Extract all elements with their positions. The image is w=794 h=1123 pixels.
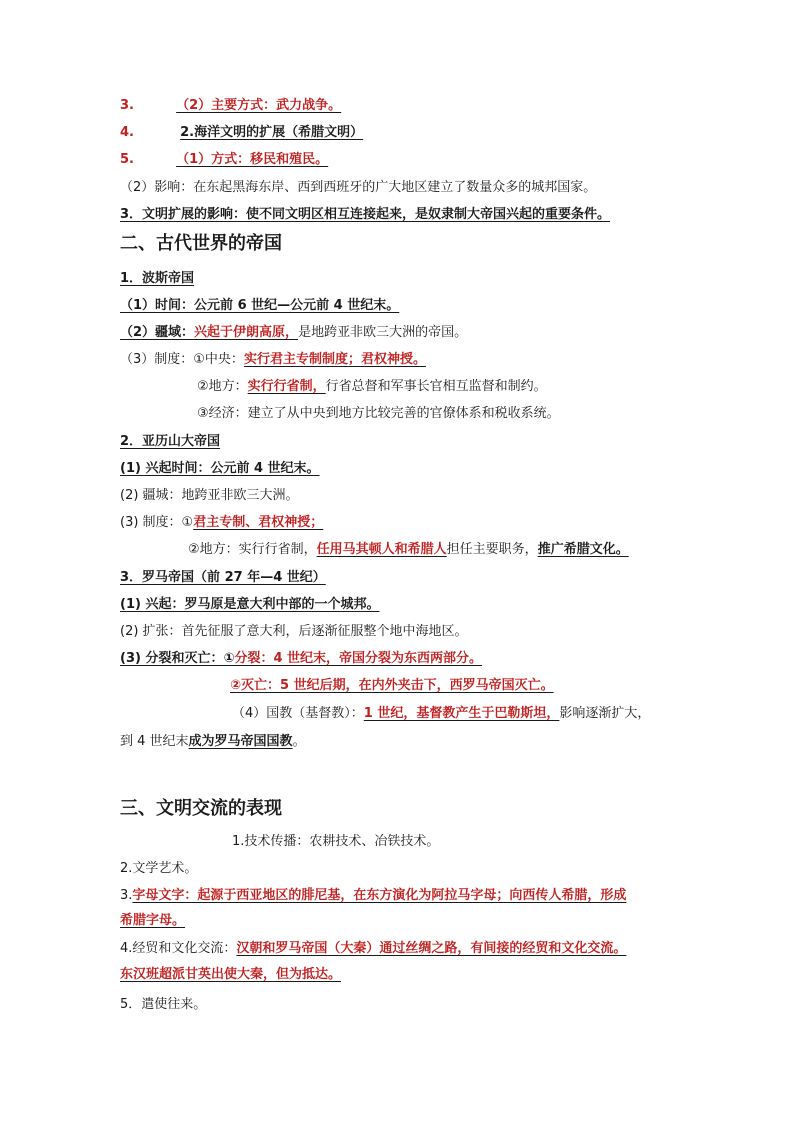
persia-system-red: 实行君主专制制度；君权神授。 — [243, 352, 426, 367]
exchange-item-2: 2.文学艺术。 — [120, 861, 198, 876]
persia-title: 1．波斯帝国 — [120, 271, 195, 286]
exchange-item-3-cont: 希腊字母。 — [120, 913, 186, 928]
rome-religion-line2-c: 。 — [292, 734, 306, 749]
rome-religion-line2 — [120, 733, 306, 751]
exchange-item-3-num: 3. — [120, 888, 133, 903]
section-heading-exchange: 三、文明交流的表现 — [120, 798, 282, 819]
list-line-3 — [120, 97, 341, 115]
rome-religion-line2-a: 到 4 世纪末 — [120, 734, 189, 749]
alexander-local-mid: 担任主要职务， — [446, 542, 538, 557]
alexander-local-end: 推广希腊文化。 — [537, 542, 629, 557]
rome-split-red: 分裂：4 世纪末，帝国分裂为东西两部分。 — [234, 651, 483, 666]
list-line-4 — [120, 124, 363, 142]
rome-religion — [232, 705, 650, 723]
rome-split — [120, 650, 482, 668]
exchange-item-3 — [120, 887, 626, 905]
alexander-system-label: (3) 制度：① — [120, 515, 194, 530]
sea-civilization-heading: 2.海洋文明的扩展（希腊文明） — [180, 125, 364, 140]
sea-method-text: （1）方式：移民和殖民。 — [176, 152, 329, 167]
persia-local-label: ②地方： — [197, 379, 248, 394]
persia-local-rest: 行省总督和军事长官相互监督和制约。 — [325, 379, 547, 394]
rome-rise: (1) 兴起：罗马原是意大利中部的一个城邦。 — [120, 597, 380, 612]
rome-title: 3．罗马帝国（前 27 年—4 世纪） — [120, 570, 326, 585]
rome-fall: ②灭亡：5 世纪后期，在内外夹击下，西罗马帝国灭亡。 — [230, 678, 554, 693]
exchange-item-3-red-a: 字母文字：起源于西亚地区的腓尼基，在东方演化为阿拉马字母；向西传人希腊，形成 — [132, 888, 627, 903]
alexander-rise: (1) 兴起时间：公元前 4 世纪末。 — [120, 461, 320, 476]
persia-system — [120, 351, 426, 369]
alexander-system-red: 君主专制、君权神授； — [193, 515, 324, 530]
alexander-local-red: 任用马其顿人和希腊人 — [316, 542, 447, 557]
list-number: 5. — [120, 152, 134, 167]
rome-religion-rest: 影响逐渐扩大， — [559, 706, 651, 721]
exchange-item-1: 1.技术传播：农耕技术、冶铁技术。 — [232, 834, 440, 849]
section-heading-empires: 二、古代世界的帝国 — [120, 233, 282, 254]
rome-religion-line2-b: 成为罗马帝国国教 — [188, 734, 293, 749]
rome-split-label: (3) 分裂和灭亡：① — [120, 651, 235, 666]
persia-region-label: （2）疆域： — [120, 325, 195, 340]
alexander-title: 2．亚历山大帝国 — [120, 434, 221, 449]
alexander-local-label: ②地方：实行行省制， — [188, 542, 317, 557]
exchange-item-5: 5．遣使往来。 — [120, 997, 207, 1012]
exchange-item-4-label: 4.经贸和文化交流： — [120, 941, 237, 956]
main-method-text: （2）主要方式：武力战争。 — [176, 98, 342, 113]
persia-local-red: 实行行省制， — [247, 379, 326, 394]
rome-expansion: (2) 扩张：首先征服了意大利，后逐渐征服整个地中海地区。 — [120, 624, 468, 639]
rome-religion-red: 1 世纪，基督教产生于巴勒斯坦， — [363, 706, 560, 721]
exchange-item-4 — [120, 940, 626, 958]
persia-economy: ③经济：建立了从中央到地方比较完善的官僚体系和税收系统。 — [197, 406, 560, 421]
alexander-region: (2) 疆城：地跨亚非欧三大洲。 — [120, 488, 299, 503]
persia-system-label: （3）制度：①中央： — [120, 352, 244, 367]
expansion-impact-line: 3．文明扩展的影响：使不同文明区相互连接起来，是奴隶制大帝国兴起的重要条件。 — [120, 207, 611, 222]
exchange-item-4-cont: 东汉班超派甘英出使大秦，但为抵达。 — [120, 967, 342, 982]
persia-region — [120, 324, 467, 342]
persia-time: （1）时间：公元前 6 世纪—公元前 4 世纪末。 — [120, 298, 400, 313]
alexander-local — [188, 541, 629, 559]
list-line-5 — [120, 151, 328, 169]
rome-religion-label: （4）国教（基督教）： — [232, 706, 364, 721]
persia-region-red: 兴起于伊朗高原， — [194, 325, 299, 340]
list-number: 4. — [120, 125, 134, 140]
persia-region-rest: 是地跨亚非欧三大洲的帝国。 — [298, 325, 468, 340]
list-number: 3. — [120, 98, 134, 113]
influence-line: （2）影响：在东起黑海东岸、西到西班牙的广大地区建立了数量众多的城邦国家。 — [120, 180, 597, 195]
persia-local — [197, 378, 547, 396]
alexander-system — [120, 514, 323, 532]
exchange-item-4-red-a: 汉朝和罗马帝国（大秦）通过丝绸之路，有间接的经贸和文化交流。 — [236, 941, 627, 956]
